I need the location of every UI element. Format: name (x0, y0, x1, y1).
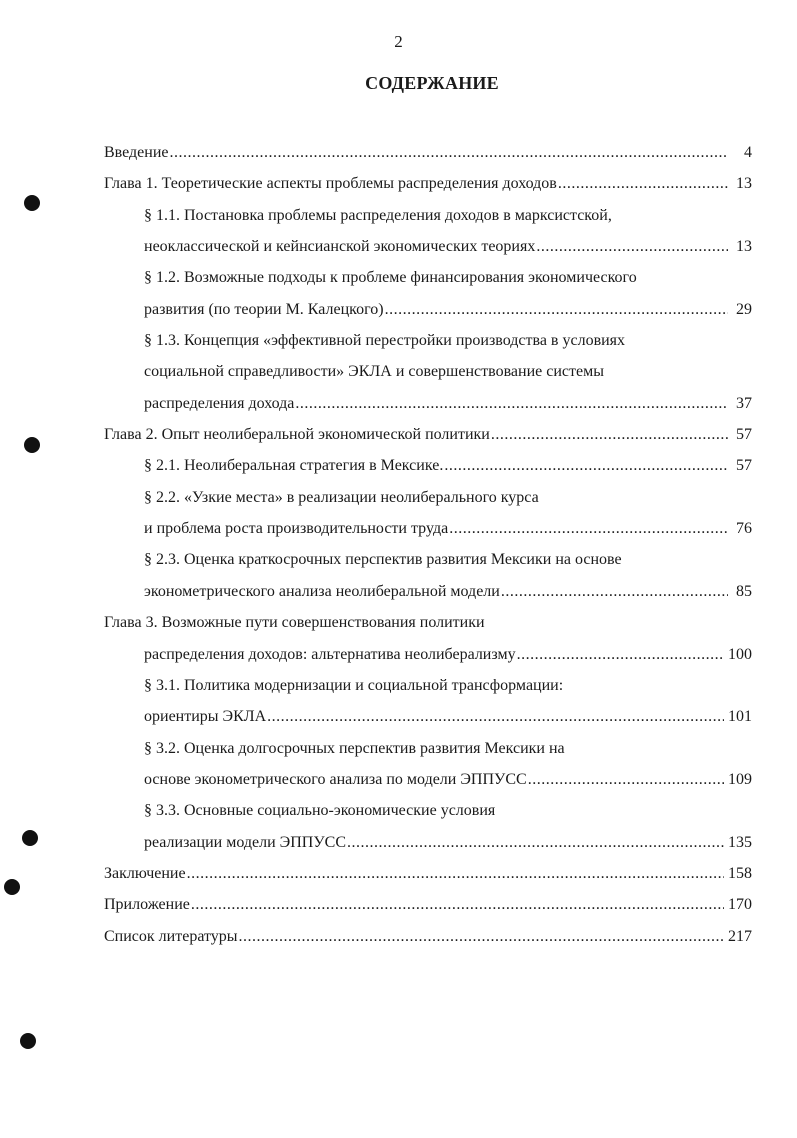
toc-entry-title: эконометрического анализа неолиберальной модели (144, 582, 500, 600)
toc-dot-leader (170, 137, 729, 168)
toc-entry-page: 4 (744, 144, 752, 161)
toc-entry (104, 639, 752, 670)
toc-dot-leader (385, 294, 728, 325)
toc-entry-title: развития (по теории М. Калецкого) (144, 300, 384, 318)
toc-entry-title: § 3.3. Основные социально-экономические условия (144, 802, 496, 820)
toc-dot-leader (295, 388, 728, 419)
toc-entry-page: 57 (736, 457, 752, 475)
toc-entry (104, 419, 752, 450)
toc-entry-page: 57 (736, 426, 752, 444)
toc-entry-title: § 1.1. Постановка проблемы распределения доходов в марксистской, (144, 206, 612, 224)
toc-entry (104, 921, 752, 952)
toc-entry-page: 158 (728, 864, 752, 882)
toc-entry (104, 576, 752, 607)
punch-hole-3 (22, 830, 38, 846)
toc-entry (104, 356, 752, 387)
toc-entry (104, 607, 752, 638)
punch-hole-1 (24, 195, 40, 211)
toc-entry-title: основе эконометрического анализа по модели ЭППУСС (144, 770, 527, 788)
toc-entry (104, 733, 752, 764)
toc-entry-title: Заключение (104, 864, 186, 882)
toc-entry-title: § 2.3. Оценка краткосрочных перспектив развития Мексики на основе (144, 551, 622, 569)
toc-entry (104, 513, 752, 544)
table-of-contents (104, 137, 752, 952)
toc-dot-leader (347, 827, 724, 858)
toc-dot-leader (536, 231, 728, 262)
toc-entry-title: Приложение (104, 896, 190, 914)
toc-entry (104, 231, 752, 262)
toc-entry-title: неоклассической и кейнсианской экономических теориях (144, 238, 536, 256)
toc-entry (104, 827, 752, 858)
toc-entry-title: распределения доходов: альтернатива неолиберализму (144, 645, 516, 663)
toc-dot-leader (517, 639, 724, 670)
toc-entry-page: 76 (736, 520, 752, 538)
toc-entry (104, 482, 752, 513)
toc-entry-title: ориентиры ЭКЛА (144, 708, 267, 726)
toc-entry-page: 13 (736, 238, 752, 256)
toc-entry-page: 135 (728, 833, 752, 851)
toc-entry (104, 294, 752, 325)
toc-entry-title: реализации модели ЭППУСС (144, 833, 346, 851)
toc-entry-title: Глава 1. Теоретические аспекты проблемы распределения доходов (104, 175, 557, 193)
toc-entry (104, 168, 752, 199)
toc-entry-page: 109 (728, 770, 752, 788)
toc-dot-leader (444, 450, 728, 481)
toc-entry (104, 764, 752, 795)
toc-entry-page: 37 (736, 394, 752, 412)
toc-entry-title: социальной справедливости» ЭКЛА и совершенствование системы (144, 363, 604, 381)
toc-entry (104, 325, 752, 356)
toc-entry (104, 262, 752, 293)
toc-entry (104, 200, 752, 231)
toc-dot-leader (558, 168, 728, 199)
toc-entry-title: § 2.2. «Узкие места» в реализации неолиберального курса (144, 488, 539, 506)
toc-dot-leader (491, 419, 728, 450)
toc-dot-leader (267, 701, 724, 732)
toc-entry-page: 101 (728, 708, 752, 726)
toc-entry-title: § 1.2. Возможные подходы к проблеме финансирования экономического (144, 269, 637, 287)
toc-entry (104, 795, 752, 826)
toc-dot-leader (239, 921, 724, 952)
toc-entry-title: § 1.3. Концепция «эффективной перестройки производства в условиях (144, 332, 626, 350)
toc-entry-page: 217 (728, 927, 752, 945)
toc-entry-title: Введение (104, 144, 169, 161)
toc-entry (104, 544, 752, 575)
toc-entry-page: 170 (728, 896, 752, 914)
punch-hole-4 (4, 879, 20, 895)
toc-entry-title: § 3.2. Оценка долгосрочных перспектив развития Мексики на (144, 739, 565, 757)
toc-entry-title: § 2.1. Неолиберальная стратегия в Мексике. (144, 457, 444, 475)
toc-entry-page: 29 (736, 300, 752, 318)
page-number: 2 (394, 32, 403, 51)
page-title: СОДЕРЖАНИЕ (365, 73, 499, 93)
toc-entry (104, 889, 752, 920)
toc-entry (104, 670, 752, 701)
toc-entry-page: 100 (728, 645, 752, 663)
toc-dot-leader (449, 513, 728, 544)
toc-entry (104, 858, 752, 889)
toc-entry-page: 13 (736, 175, 752, 193)
toc-entry (104, 450, 752, 481)
toc-dot-leader (501, 576, 728, 607)
toc-entry-title: и проблема роста производительности труда (144, 520, 449, 538)
toc-entry-title: Глава 2. Опыт неолиберальной экономической политики (104, 426, 490, 444)
toc-dot-leader (528, 764, 724, 795)
toc-entry-title: Глава 3. Возможные пути совершенствования политики (104, 614, 485, 632)
toc-dot-leader (191, 889, 724, 920)
toc-entry-title: Список литературы (104, 927, 238, 945)
punch-hole-2 (24, 437, 40, 453)
toc-dot-leader (187, 858, 724, 889)
toc-entry-page: 85 (736, 582, 752, 600)
toc-entry (104, 388, 752, 419)
toc-entry-title: § 3.1. Политика модернизации и социальной трансформации: (144, 676, 564, 694)
toc-entry (104, 701, 752, 732)
punch-hole-5 (20, 1033, 36, 1049)
toc-entry (104, 137, 752, 168)
toc-entry-title: распределения дохода (144, 394, 295, 412)
